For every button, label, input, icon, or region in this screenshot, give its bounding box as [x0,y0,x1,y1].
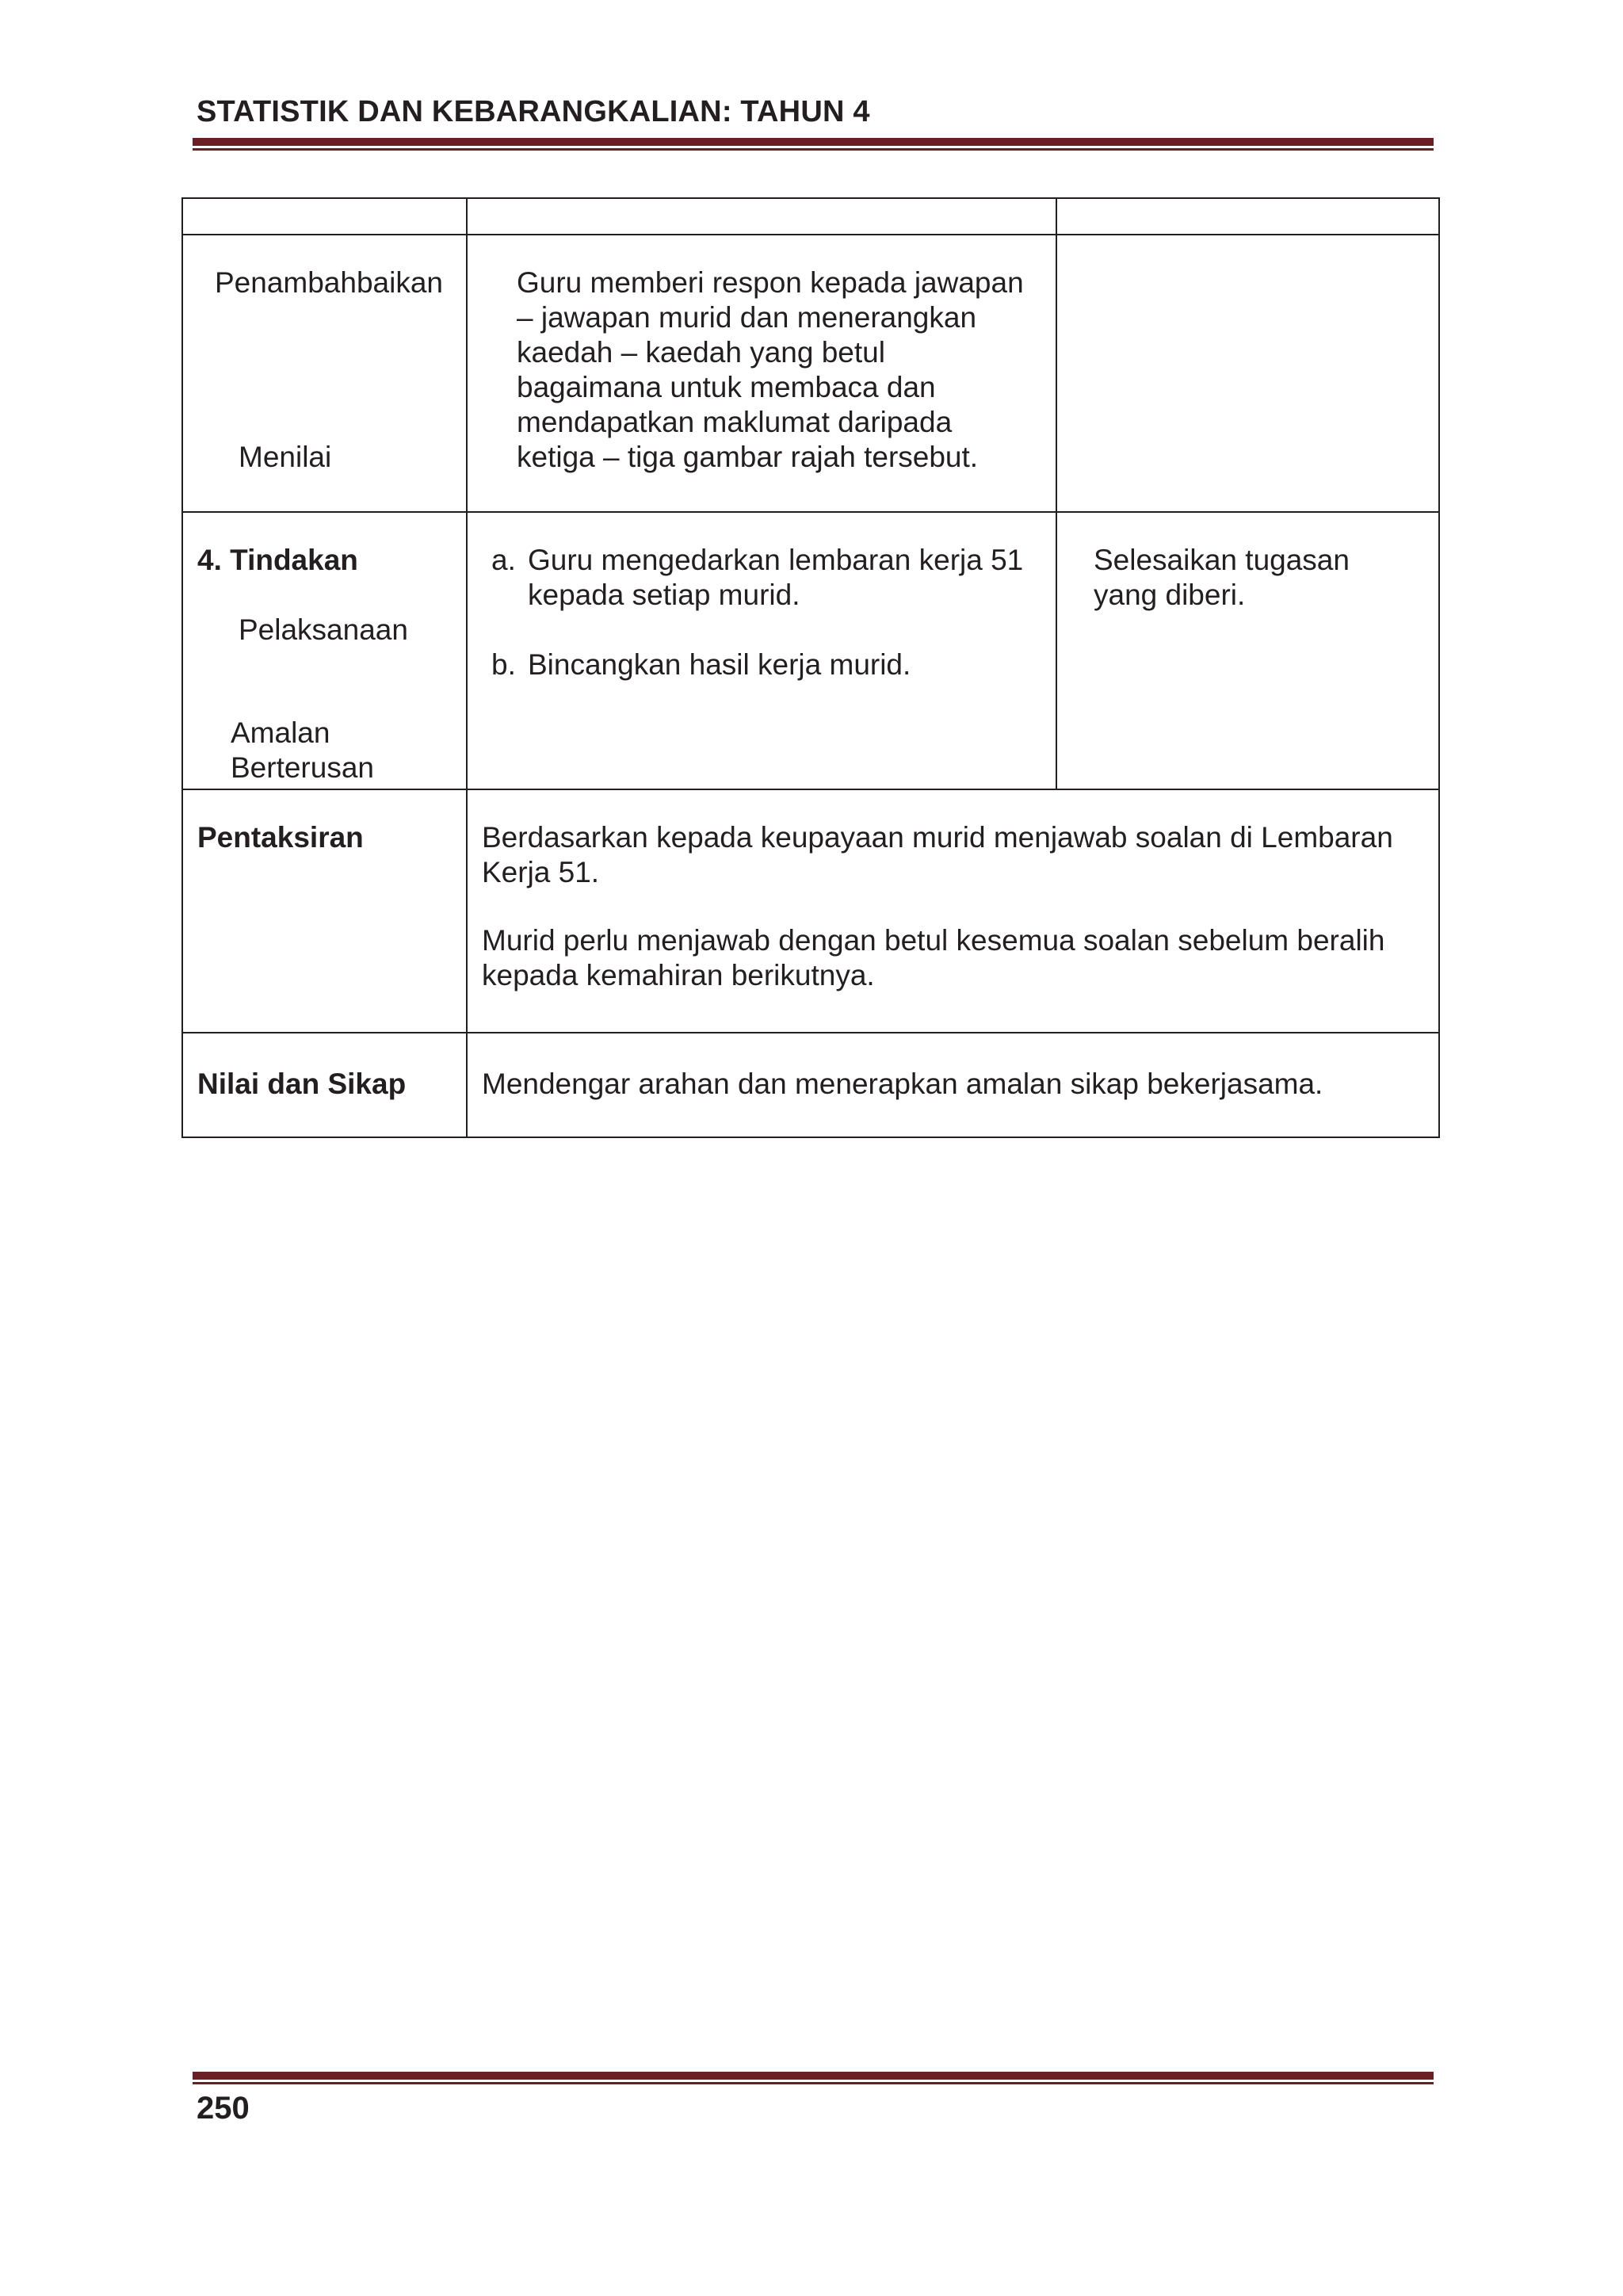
list-marker: b. [491,648,516,681]
activity-line: ketiga – tiga gambar rajah tersebut. [517,441,979,473]
assessment-line: kepada kemahiran berikutnya. [482,959,875,991]
table-row-continuation [182,198,1439,235]
activity-line: kaedah – kaedah yang betul [517,336,885,369]
sub-label-amalan: Amalan [231,716,330,749]
values-cell [467,1033,1439,1137]
list-marker: a. [491,544,516,576]
page-number: 250 [197,2091,250,2126]
note-cell [1056,512,1439,789]
empty-cell [1056,198,1439,235]
list-item-b [491,648,1023,682]
list-item-a [491,543,1023,613]
activity-cell [467,235,1056,512]
header-rule [193,138,1434,151]
note-cell [1056,235,1439,512]
table-row-penambahbaikan [182,235,1439,512]
empty-cell [182,198,467,235]
values-text: Mendengar arahan dan menerapkan amalan sikap bekerjasama. [482,1068,1323,1100]
activity-line: bagaimana untuk membaca dan [517,371,936,403]
assessment-line: Murid perlu menjawab dengan betul kesemua soalan sebelum beralih [482,924,1385,957]
activity-cell [467,512,1056,789]
note-line: Selesaikan tugasan [1094,544,1350,576]
label-cell [182,1033,467,1137]
activity-text-penambahbaikan [517,266,1024,475]
list-item-line: Bincangkan hasil kerja murid. [528,648,911,681]
table-row-nilai [182,1033,1439,1137]
list-item-line: Guru mengedarkan lembaran kerja 51 [528,544,1024,576]
sub-label-pelaksanaan: Pelaksanaan [239,613,408,646]
running-header-title: STATISTIK DAN KEBARANGKALIAN: TAHUN 4 [197,95,870,128]
sub-label-berterusan: Berterusan [231,751,374,784]
assessment-text [482,820,1393,993]
lesson-plan-table [181,197,1440,1138]
footer-rule [193,2072,1434,2084]
stage-label-penambahbaikan: Penambahbaikan [215,266,443,299]
activity-line: mendapatkan maklumat daripada [517,406,953,438]
list-item-line: kepada setiap murid. [528,579,800,611]
table-row-pentaksiran [182,789,1439,1033]
stage-label-tindakan: 4. Tindakan [197,544,358,576]
note-text [1094,543,1350,613]
sub-label-menilai: Menilai [239,441,332,473]
stage-cell [182,512,467,789]
label-nilai-dan-sikap: Nilai dan Sikap [197,1068,407,1100]
label-pentaksiran: Pentaksiran [197,821,364,854]
note-line: yang diberi. [1094,579,1246,611]
table-row-tindakan [182,512,1439,789]
activity-line: – jawapan murid dan menerangkan [517,301,977,334]
stage-cell [182,235,467,512]
activity-line: Guru memberi respon kepada jawapan [517,266,1024,299]
assessment-line: Berdasarkan kepada keupayaan murid menjawab soalan di Lembaran [482,821,1393,854]
empty-cell [467,198,1056,235]
assessment-line: Kerja 51. [482,856,600,888]
activity-list [491,543,1023,682]
label-cell [182,789,467,1033]
assessment-cell [467,789,1439,1033]
